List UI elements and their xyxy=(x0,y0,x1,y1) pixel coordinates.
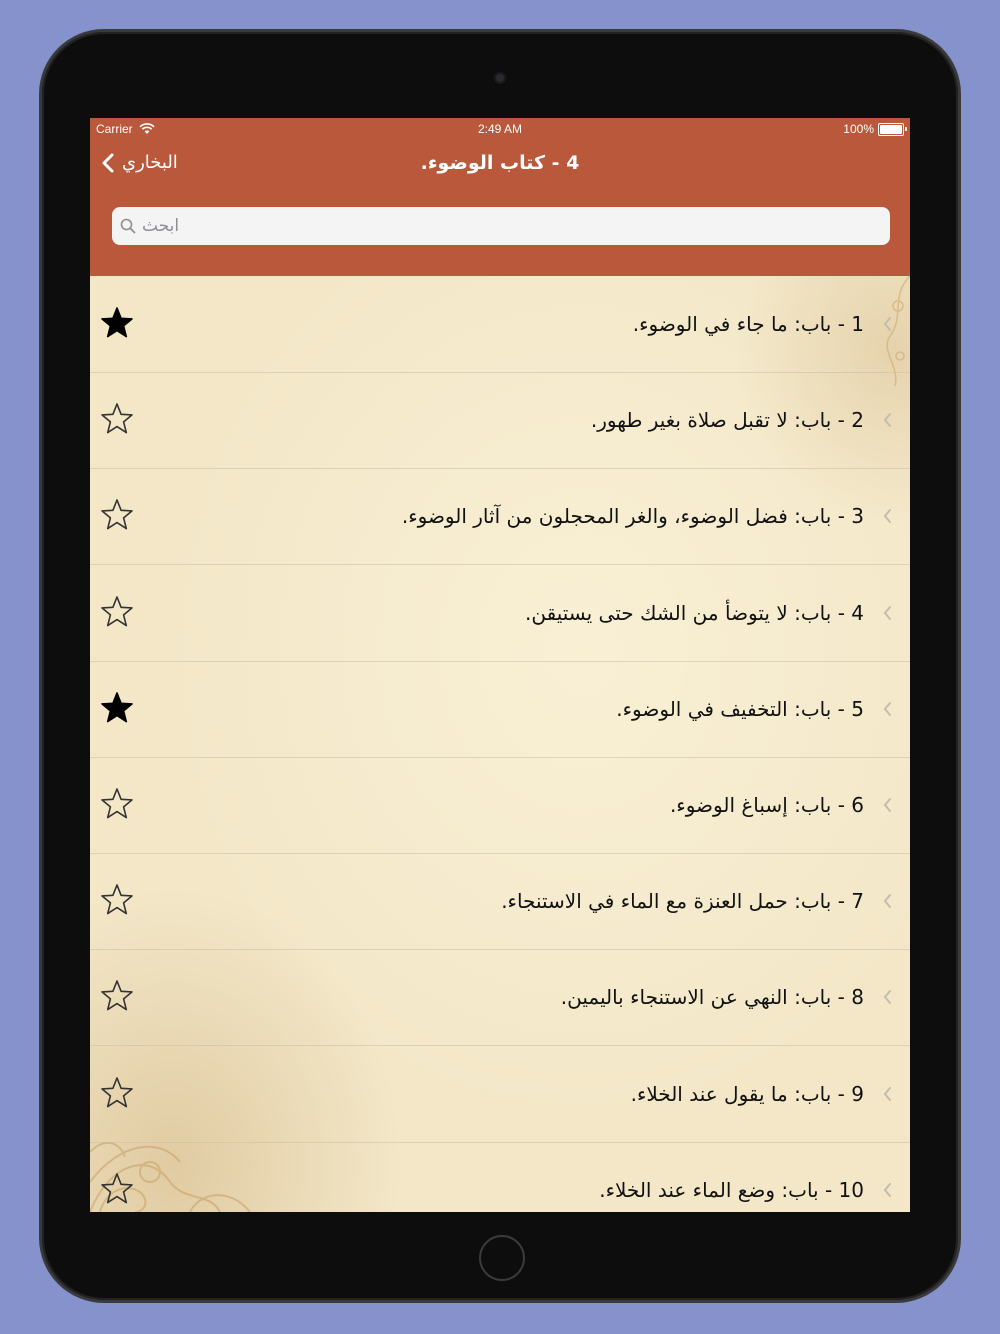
home-button[interactable] xyxy=(479,1235,525,1281)
chevron-left-icon xyxy=(882,410,894,430)
battery-percent: 100% xyxy=(843,122,874,136)
chapter-list xyxy=(90,276,910,1212)
favorite-star-icon[interactable] xyxy=(100,1172,134,1206)
front-camera xyxy=(494,72,506,84)
chevron-left-icon xyxy=(882,699,894,719)
battery-icon xyxy=(878,123,904,136)
list-item-label: 2 - باب: لا تقبل صلاة بغير طهور. xyxy=(590,408,864,433)
list-item[interactable] xyxy=(90,565,910,662)
back-button-label: البخاري xyxy=(122,152,178,173)
list-item-label: 9 - باب: ما يقول عند الخلاء. xyxy=(630,1081,864,1106)
list-item[interactable] xyxy=(90,757,910,854)
list-item-label: 4 - باب: لا يتوضأ من الشك حتى يستيقن. xyxy=(525,600,864,625)
chevron-left-icon xyxy=(882,603,894,623)
list-item-label: 10 - باب: وضع الماء عند الخلاء. xyxy=(599,1177,864,1202)
list-item-label: 1 - باب: ما جاء في الوضوء. xyxy=(632,312,864,336)
chevron-left-icon xyxy=(882,795,894,815)
list-item[interactable] xyxy=(90,276,910,373)
favorite-star-icon[interactable] xyxy=(100,691,134,725)
list-item[interactable] xyxy=(90,372,910,469)
list-item[interactable] xyxy=(90,661,910,758)
chevron-left-icon xyxy=(882,506,894,526)
search-placeholder: ابحث xyxy=(142,216,180,236)
status-battery xyxy=(843,122,904,136)
list-item[interactable] xyxy=(90,1142,910,1212)
chevron-left-icon xyxy=(882,314,894,334)
carrier-label: Carrier xyxy=(96,122,133,136)
favorite-star-icon[interactable] xyxy=(100,595,134,629)
chevron-left-icon xyxy=(882,891,894,911)
list-item-label: 8 - باب: النهي عن الاستنجاء باليمين. xyxy=(560,985,864,1010)
list-item[interactable] xyxy=(90,853,910,950)
favorite-star-icon[interactable] xyxy=(100,979,134,1013)
status-time: 2:49 AM xyxy=(477,122,523,136)
list-item-label: 5 - باب: التخفيف في الوضوء. xyxy=(616,696,864,721)
search-input[interactable] xyxy=(112,207,890,245)
page-title: 4 - كتاب الوضوء. xyxy=(420,152,580,174)
navigation-bar xyxy=(90,142,910,276)
favorite-star-icon[interactable] xyxy=(100,402,134,436)
favorite-star-icon[interactable] xyxy=(100,1076,134,1110)
list-item[interactable] xyxy=(90,949,910,1046)
search-icon xyxy=(120,218,136,234)
list-item[interactable] xyxy=(90,1046,910,1143)
status-bar xyxy=(90,118,910,142)
list-item-label: 3 - باب: فضل الوضوء، والغر المحجلون من آثار الوضوء. xyxy=(401,504,864,529)
list-item-label: 6 - باب: إسباغ الوضوء. xyxy=(669,793,864,817)
list-item-label: 7 - باب: حمل العنزة مع الماء في الاستنجاء. xyxy=(501,889,864,914)
app-screen xyxy=(90,118,910,1212)
favorite-star-icon[interactable] xyxy=(100,306,134,340)
chevron-left-icon xyxy=(882,987,894,1007)
ipad-frame xyxy=(42,32,958,1300)
favorite-star-icon[interactable] xyxy=(100,498,134,532)
chevron-left-icon xyxy=(882,1180,894,1200)
list-item[interactable] xyxy=(90,468,910,565)
chevron-left-icon xyxy=(882,1084,894,1104)
favorite-star-icon[interactable] xyxy=(100,883,134,917)
favorite-star-icon[interactable] xyxy=(100,787,134,821)
